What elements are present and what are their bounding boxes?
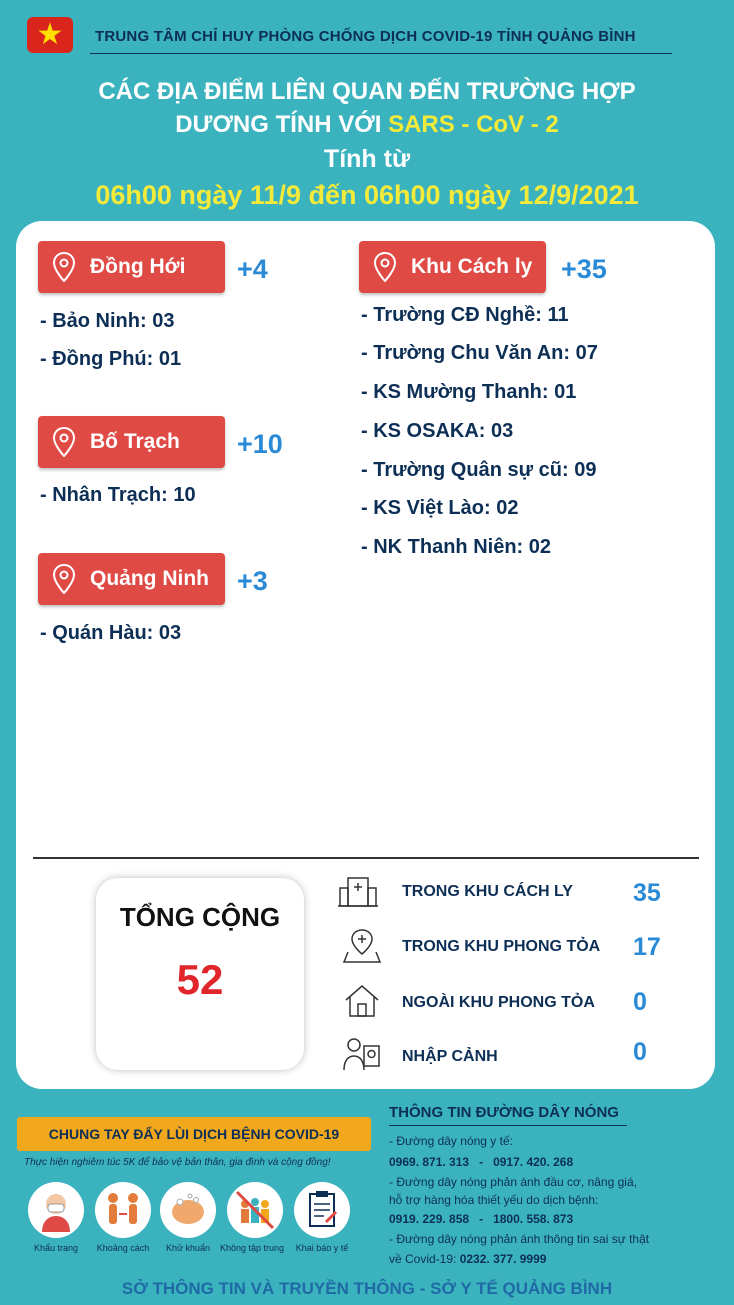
hotline-text: hỗ trợ hàng hóa thiết yếu do dịch bệnh:	[389, 1193, 599, 1207]
location-pin-icon	[52, 427, 76, 457]
icon-label: Khử khuẩn	[165, 1243, 211, 1253]
hotline-line-3b	[389, 1250, 546, 1268]
location-pin-icon	[373, 252, 397, 282]
hotline-title: THÔNG TIN ĐƯỜNG DÂY NÓNG	[389, 1104, 619, 1121]
list-item: - KS Mường Thanh: 01	[361, 381, 577, 403]
footer: SỞ THÔNG TIN VÀ TRUYỀN THÔNG - SỞ Y TẾ QUẢNG BÌNH	[121, 1279, 613, 1298]
stat-value: 0	[633, 1038, 647, 1066]
list-item: - Trường CĐ Nghề: 11	[361, 304, 569, 326]
hotline-number: 0232. 377. 9999	[459, 1252, 547, 1266]
list-item: - NK Thanh Niên: 02	[361, 536, 552, 558]
stat-label: NHẬP CẢNH	[402, 1048, 498, 1065]
tag-label: Đồng Hới	[90, 255, 186, 278]
location-pin-icon	[52, 564, 76, 594]
total-box	[96, 878, 304, 1070]
virus-name: SARS - CoV - 2	[388, 111, 559, 138]
tag-label: Bố Trạch	[90, 430, 180, 453]
list-item: - Trường Chu Văn An: 07	[361, 342, 598, 364]
hospital-icon	[338, 874, 378, 910]
date-range: 06h00 ngày 11/9 đến 06h00 ngày 12/9/2021	[95, 180, 639, 210]
tag-label: Khu Cách ly	[411, 255, 533, 278]
no-gathering-icon	[227, 1182, 283, 1238]
hotline-text: - Đường dây nóng phản ánh đầu cơ, nâng giá,	[389, 1175, 637, 1189]
list-item: - Quán Hàu: 03	[40, 622, 182, 644]
summary-divider	[33, 857, 699, 859]
map-pin-cross-icon	[342, 928, 382, 964]
hotline-number: 0969. 871. 313 - 0917. 420. 268	[389, 1155, 574, 1169]
doctor-icon	[342, 1036, 382, 1072]
vietnam-flag-icon: ★	[27, 17, 73, 53]
stat-label: NGOÀI KHU PHONG TỎA	[402, 994, 595, 1011]
title-line-3: Tính từ	[323, 145, 411, 173]
icon-label: Khai báo y tế	[295, 1243, 349, 1253]
stat-label: TRONG KHU CÁCH LY	[402, 883, 573, 900]
tag-dong-hoi	[38, 241, 225, 293]
title-line-2	[0, 111, 734, 139]
list-item: - Đồng Phú: 01	[40, 348, 182, 370]
campaign-subtitle: Thực hiện nghiêm túc 5K để bảo vệ bản thân, gia đình và cộng đồng!	[24, 1157, 331, 1168]
tag-label: Quảng Ninh	[90, 567, 209, 590]
count-dong-hoi: +4	[237, 254, 268, 284]
count-bo-trach: +10	[237, 429, 283, 459]
header-divider	[90, 53, 672, 54]
tag-khu-cach-ly	[359, 241, 546, 293]
campaign-banner: CHUNG TAY ĐẨY LÙI DỊCH BỆNH COVID-19	[17, 1117, 371, 1151]
organization-name: TRUNG TÂM CHỈ HUY PHÒNG CHỐNG DỊCH COVID-19 TỈNH QUẢNG BÌNH	[95, 28, 636, 45]
list-item: - KS OSAKA: 03	[361, 420, 514, 442]
title-line-2-text: DƯƠNG TÍNH VỚI	[175, 111, 389, 138]
house-icon	[342, 982, 382, 1018]
distance-icon	[95, 1182, 151, 1238]
hotline-number: 0919. 229. 858 - 1800. 558. 873	[389, 1212, 574, 1226]
total-label: TỔNG CỘNG	[119, 902, 281, 932]
hotline-text: - Đường dây nóng y tế:	[389, 1134, 513, 1148]
hotline-text: về Covid-19:	[389, 1252, 460, 1266]
icon-label: Không tập trung	[219, 1243, 285, 1253]
mask-icon	[28, 1182, 84, 1238]
list-item: - Trường Quân sự cũ: 09	[361, 459, 597, 481]
handwash-icon	[160, 1182, 216, 1238]
list-item: - KS Việt Lào: 02	[361, 497, 519, 519]
tag-bo-trach	[38, 416, 225, 468]
location-pin-icon	[52, 252, 76, 282]
stat-value: 0	[633, 988, 647, 1016]
hotline-underline	[389, 1125, 627, 1126]
medical-declaration-icon	[294, 1182, 350, 1238]
hotline-text: - Đường dây nóng phản ánh thông tin sai sự thật	[389, 1232, 650, 1246]
count-quang-ninh: +3	[237, 566, 268, 596]
title-line-1: CÁC ĐỊA ĐIỂM LIÊN QUAN ĐẾN TRƯỜNG HỢP	[98, 78, 636, 105]
list-item: - Nhân Trạch: 10	[40, 484, 196, 506]
list-item: - Bảo Ninh: 03	[40, 310, 175, 332]
icon-label: Khẩu trang	[33, 1243, 79, 1253]
stat-label: TRONG KHU PHONG TỎA	[402, 938, 601, 955]
tag-quang-ninh	[38, 553, 225, 605]
stat-value: 17	[633, 933, 661, 961]
total-value: 52	[176, 956, 224, 1003]
count-khu-cach-ly: +35	[561, 254, 607, 284]
stat-value: 35	[633, 879, 661, 907]
icon-label: Khoảng cách	[96, 1243, 150, 1253]
